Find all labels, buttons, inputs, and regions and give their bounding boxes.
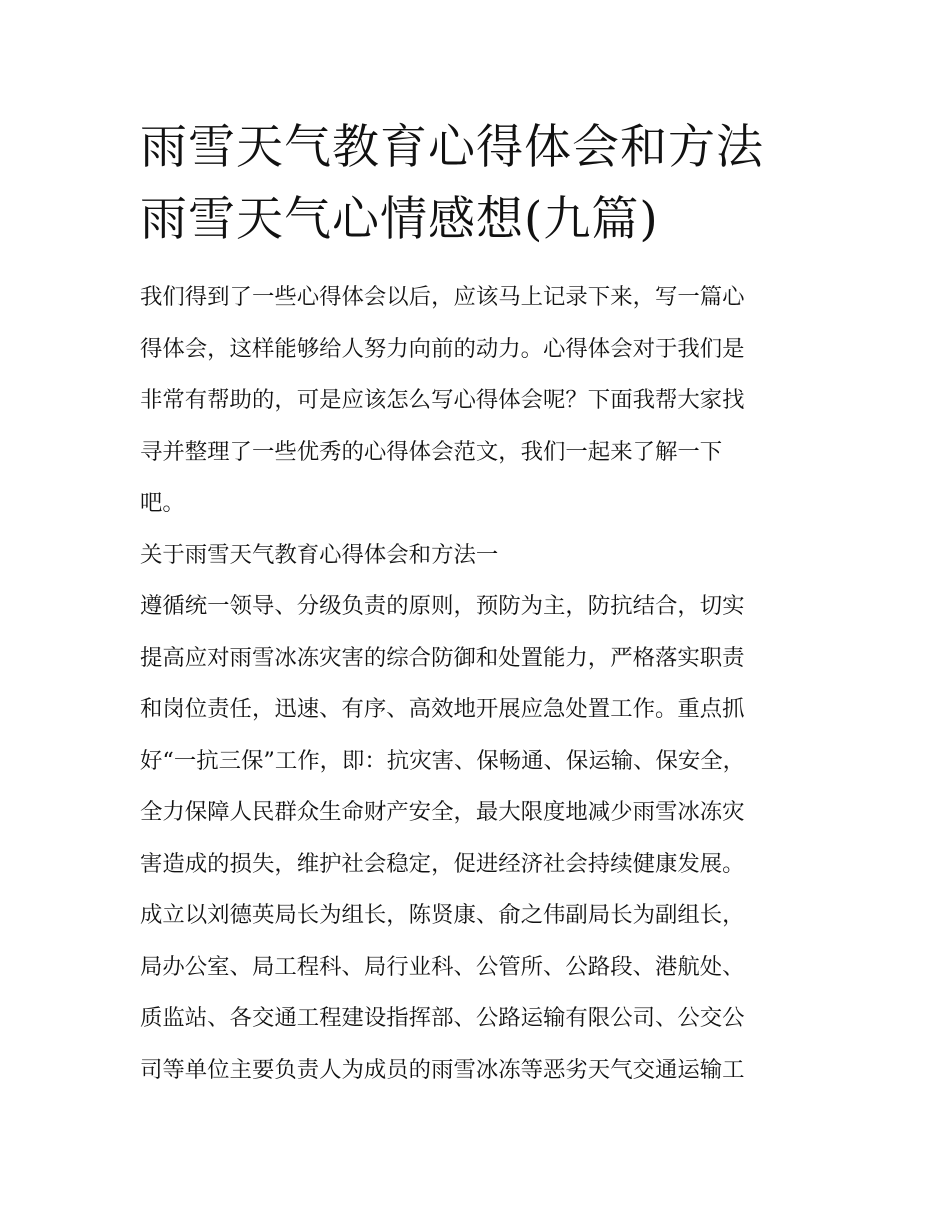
document-body bbox=[140, 272, 812, 1096]
section-line-10: 司等单位主要负责人为成员的雨雪冰冻等恶劣天气交通运输工 bbox=[140, 1056, 745, 1083]
title-line-1: 雨雪天气教育心得体会和方法 bbox=[140, 120, 764, 175]
section-line-4: 好“一抗三保”工作，即：抗灾害、保畅通、保运输、保安全， bbox=[140, 747, 746, 774]
intro-line-1: 我们得到了一些心得体会以后，应该马上记录下来，写一篇心 bbox=[140, 284, 745, 310]
section-line-3: 和岗位责任，迅速、有序、高效地开展应急处置工作。重点抓 bbox=[140, 696, 745, 722]
section-line-6: 害造成的损失，维护社会稳定，促进经济社会持续健康发展。 bbox=[140, 850, 745, 877]
section-line-7: 成立以刘德英局长为组长，陈贤康、俞之伟副局长为副组长， bbox=[140, 902, 745, 928]
intro-line-3: 非常有帮助的，可是应该怎么写心得体会呢？下面我帮大家找 bbox=[140, 387, 745, 413]
intro-line-4: 寻并整理了一些优秀的心得体会范文，我们一起来了解一下 bbox=[140, 438, 723, 465]
section-line-2: 提高应对雨雪冰冻灾害的综合防御和处置能力，严格落实职责 bbox=[140, 644, 745, 671]
section-heading: 关于雨雪天气教育心得体会和方法一 bbox=[140, 541, 499, 568]
intro-line-2: 得体会，这样能够给人努力向前的动力。心得体会对于我们是 bbox=[140, 335, 745, 362]
document-title bbox=[140, 112, 812, 256]
section-line-1: 遵循统一领导、分级负责的原则，预防为主，防抗结合，切实 bbox=[140, 593, 745, 619]
section-line-8: 局办公室、局工程科、局行业科、公管所、公路段、港航处、 bbox=[140, 953, 745, 980]
intro-line-5: 吧。 bbox=[140, 490, 185, 516]
section-line-9: 质监站、各交通工程建设指挥部、公路运输有限公司、公交公 bbox=[140, 1005, 745, 1031]
title-line-2: 雨雪天气心情感想(九篇) bbox=[140, 192, 659, 247]
section-line-5: 全力保障人民群众生命财产安全，最大限度地减少雨雪冰冻灾 bbox=[140, 799, 745, 825]
document-content bbox=[140, 112, 812, 1096]
